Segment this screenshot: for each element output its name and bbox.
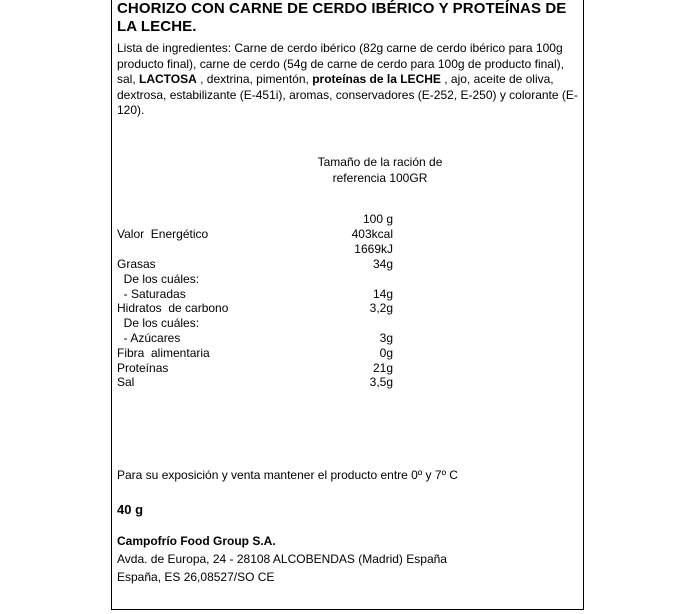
ingredients-list bbox=[117, 41, 579, 119]
ingredients-text: , dextrina, pimentón, bbox=[196, 72, 313, 87]
serving-line: Tamaño de la ración de bbox=[317, 155, 443, 169]
serving-size bbox=[300, 155, 460, 186]
nutrient-value: 14g bbox=[372, 286, 393, 301]
allergen-leche: proteínas de la LECHE bbox=[312, 72, 441, 87]
nutrient-value: 3,5g bbox=[369, 375, 393, 390]
ingredients-text: , ajo, aceite de oliva, dextrosa, estabilizante (E-451i), aromas, conservadores (E-252, E-250) y colorante (E-120). bbox=[117, 72, 578, 118]
nutrient-name: Grasas bbox=[117, 257, 156, 271]
company-name: Campofrío Food Group S.A. bbox=[117, 534, 276, 548]
net-weight: 40 g bbox=[117, 502, 144, 517]
product-title: CHORIZO CON CARNE DE CERDO IBÉRICO Y PROTEÍNAS DE LA LECHE. bbox=[117, 0, 567, 35]
nutrient-value: 34g bbox=[372, 257, 393, 271]
energy-label: Valor Energético bbox=[117, 227, 209, 241]
nutrient-name: Fibra alimentaria bbox=[117, 345, 210, 360]
nutrient-name: De los cuáles: bbox=[117, 316, 200, 331]
nutrient-name: - Azúcares bbox=[117, 331, 181, 345]
unit-header: 100 g bbox=[362, 212, 393, 226]
nutrient-name: - Saturadas bbox=[117, 286, 186, 301]
nutrient-name: Sal bbox=[117, 375, 135, 390]
allergen-lactosa: LACTOSA bbox=[139, 72, 197, 87]
nutrient-value: 3,2g bbox=[369, 301, 393, 316]
nutrient-value: 3g bbox=[379, 331, 393, 345]
ingredients-text: Lista de ingredientes: Carne de cerdo ibérico (82g carne de cerdo ibérico para 100g producto final), carne de cerdo (54g de carne de cerdo para 100g de producto final), sal, bbox=[117, 41, 564, 87]
company-address: Avda. de Europa, 24 - 28108 ALCOBENDAS (Madrid) España bbox=[117, 552, 447, 566]
health-mark: España, ES 26,08527/SO CE bbox=[117, 570, 275, 584]
serving-line: referencia 100GR bbox=[332, 170, 428, 185]
storage-instructions: Para su exposición y venta mantener el producto entre 0º y 7º C bbox=[117, 468, 458, 482]
energy-kcal: 403kcal bbox=[351, 227, 393, 241]
nutrient-value: 0g bbox=[379, 345, 393, 360]
energy-kj: 1669kJ bbox=[354, 242, 393, 256]
nutrient-name: Hidratos de carbono bbox=[117, 301, 229, 316]
nutrient-name: De los cuáles: bbox=[117, 271, 200, 286]
nutrient-name: Proteínas bbox=[117, 360, 169, 375]
nutrient-value: 21g bbox=[372, 360, 393, 375]
